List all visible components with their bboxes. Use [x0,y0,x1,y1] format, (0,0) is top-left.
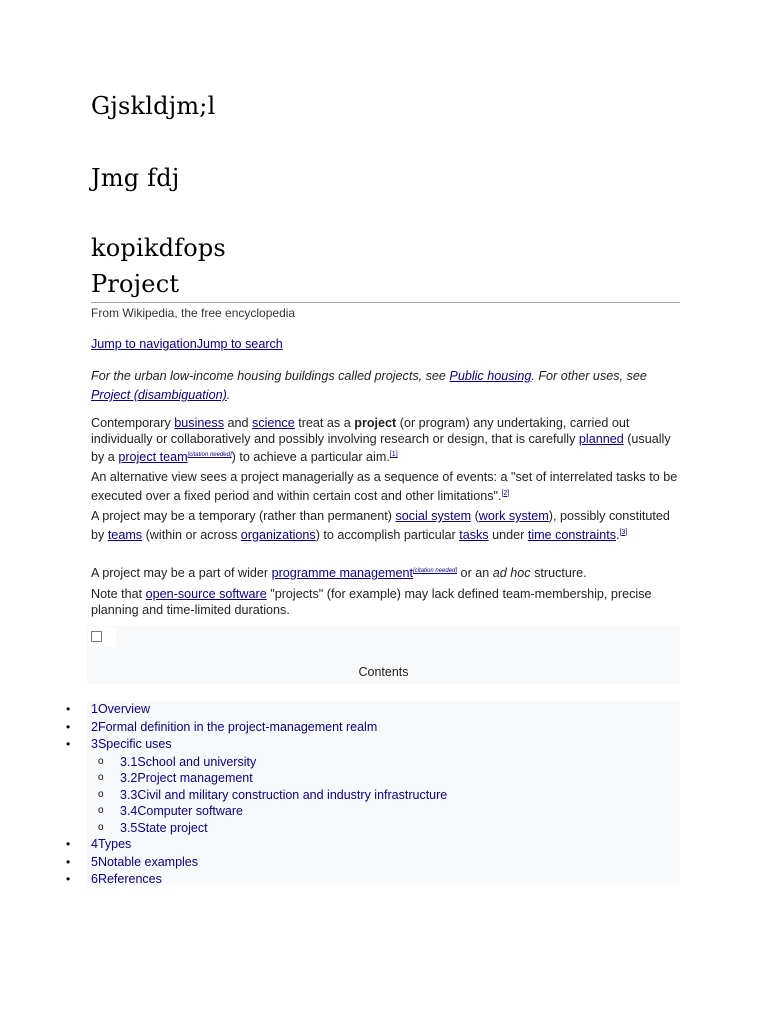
table-of-contents [0,701,447,889]
text: (or program) any undertaking, carried out individually or collaboratively and possibly involving research or design, that is carefully [91,416,630,446]
toc-label: Formal definition in the project-management realm [97,719,378,734]
jump-to-navigation-link[interactable]: Jump to navigation [91,337,197,351]
toc-item-specific-uses[interactable] [0,736,447,754]
toc-label: Types [97,837,132,851]
reference-3-link[interactable]: [3] [619,528,628,536]
business-link[interactable]: business [174,416,225,430]
text: Contemporary [91,416,175,430]
toc-label: Specific uses [97,737,172,751]
heading-3: kopikdfops [91,234,226,262]
bullet-icon: • [66,854,71,869]
paragraph-alternative-view [91,470,681,504]
project-team-link[interactable]: project team [118,450,188,465]
circle-bullet-icon: o [98,821,104,833]
jump-links [91,337,681,353]
page-title: Project [91,270,180,298]
paragraph-open-source [91,587,681,618]
toc-item-formal-definition[interactable] [0,719,447,737]
teams-link[interactable]: teams [107,527,143,542]
citation-needed-link[interactable]: [citation needed] [413,568,458,574]
toc-label: State project [137,820,208,835]
work-system-link[interactable]: work system [478,509,549,523]
toc-item-references[interactable] [0,871,447,889]
reference-1-link[interactable]: [1] [389,451,398,458]
heading-1: Gjskldjm;l [91,92,216,120]
open-source-software-link[interactable]: open-source software [145,587,267,601]
paragraph-programme [91,564,681,582]
disambiguation-link[interactable]: Project (disambiguation) [91,388,227,402]
toc-sublist [0,754,447,837]
toc-label: Notable examples [97,854,199,869]
toc-label: Project management [137,771,253,785]
citation-needed-link[interactable]: [citation needed] [187,452,232,458]
planned-link[interactable]: planned [578,431,624,446]
toc-item-computer-software[interactable] [91,803,447,820]
toc-number: 4 [91,837,98,851]
toc-label: Overview [97,702,151,716]
social-system-link[interactable]: social system [395,509,472,523]
reference-2-link[interactable]: [2] [501,489,510,497]
bullet-icon: • [66,837,71,851]
toc-number: 3 [91,737,98,751]
bullet-icon: • [66,719,71,734]
text: treat as a [294,416,355,430]
toc-label: Computer software [137,804,243,818]
ad-hoc-term: ad hoc [492,566,531,581]
text: . [616,527,620,542]
toc-label: References [97,872,162,886]
circle-bullet-icon: o [98,755,104,767]
text: (within or across [142,527,241,542]
bullet-icon: • [66,702,71,716]
toc-toggle-checkbox[interactable] [91,631,102,642]
toc-item-civil-military[interactable] [91,787,447,804]
hatnote-text: . For other uses, see [531,369,647,383]
text: ), possibly constituted by [91,509,670,542]
heading-2: Jmg fdj [91,164,180,192]
toc-item-overview[interactable] [0,701,447,719]
toc-number: 1 [91,702,98,716]
text: An alternative view sees a project managerially as a sequence of events: a "set of interrelated tasks to be executed over a fixed period and within certain cost and other limitations". [91,470,678,503]
toc-item-types[interactable] [0,836,447,854]
bullet-icon: • [66,872,71,886]
title-divider [91,302,680,303]
science-link[interactable]: science [252,416,295,430]
toc-label: Civil and military construction and industry infrastructure [137,787,448,802]
public-housing-link[interactable]: Public housing [449,369,532,383]
organizations-link[interactable]: organizations [240,527,316,542]
text: ( [471,509,479,523]
tasks-link[interactable]: tasks [459,527,489,542]
text: structure. [530,566,587,581]
hatnote-text: . [226,388,231,402]
jump-to-search-link[interactable]: Jump to search [196,337,283,351]
text: ) to accomplish particular [315,527,460,542]
text: or an [457,566,493,581]
circle-bullet-icon: o [98,805,104,816]
toc-number: 3.1 [120,754,138,769]
toc-number: 6 [91,872,98,886]
toc-number: 3.3 [120,787,138,802]
hatnote-text: For the urban low-income housing buildings called projects, see [91,369,450,383]
text: Note that [91,587,146,601]
text: A project may be a part of wider [91,566,272,581]
project-term: project [354,416,397,430]
toc-number: 3.4 [120,804,138,818]
text: (usually by a [91,431,671,465]
toc-number: 3.5 [120,820,138,835]
programme-management-link[interactable]: programme management [271,566,414,581]
text: under [488,527,528,542]
paragraph-temporary [91,509,681,543]
text: ) to achieve a particular aim. [231,450,390,465]
text: A project may be a temporary (rather than permanent) [91,509,396,523]
toc-item-project-management[interactable] [91,770,447,787]
toc-number: 3.2 [120,771,138,785]
time-constraints-link[interactable]: time constraints [527,527,617,542]
hatnote [91,367,681,405]
toc-item-notable-examples[interactable] [0,854,447,872]
text: and [224,416,253,430]
paragraph-intro [91,416,681,466]
toc-item-school-university[interactable] [91,754,447,771]
toc-number: 5 [91,854,98,869]
text: "projects" (for example) may lack defined team-membership, precise planning and time-limited durations. [91,587,652,617]
site-subtitle: From Wikipedia, the free encyclopedia [91,306,296,320]
toc-item-state-project[interactable] [91,820,447,837]
toc-number: 2 [91,719,98,734]
bullet-icon: • [66,737,71,751]
toc-label: School and university [137,754,257,769]
circle-bullet-icon: o [98,788,104,800]
toc-title: Contents [358,665,409,679]
circle-bullet-icon: o [98,772,104,783]
